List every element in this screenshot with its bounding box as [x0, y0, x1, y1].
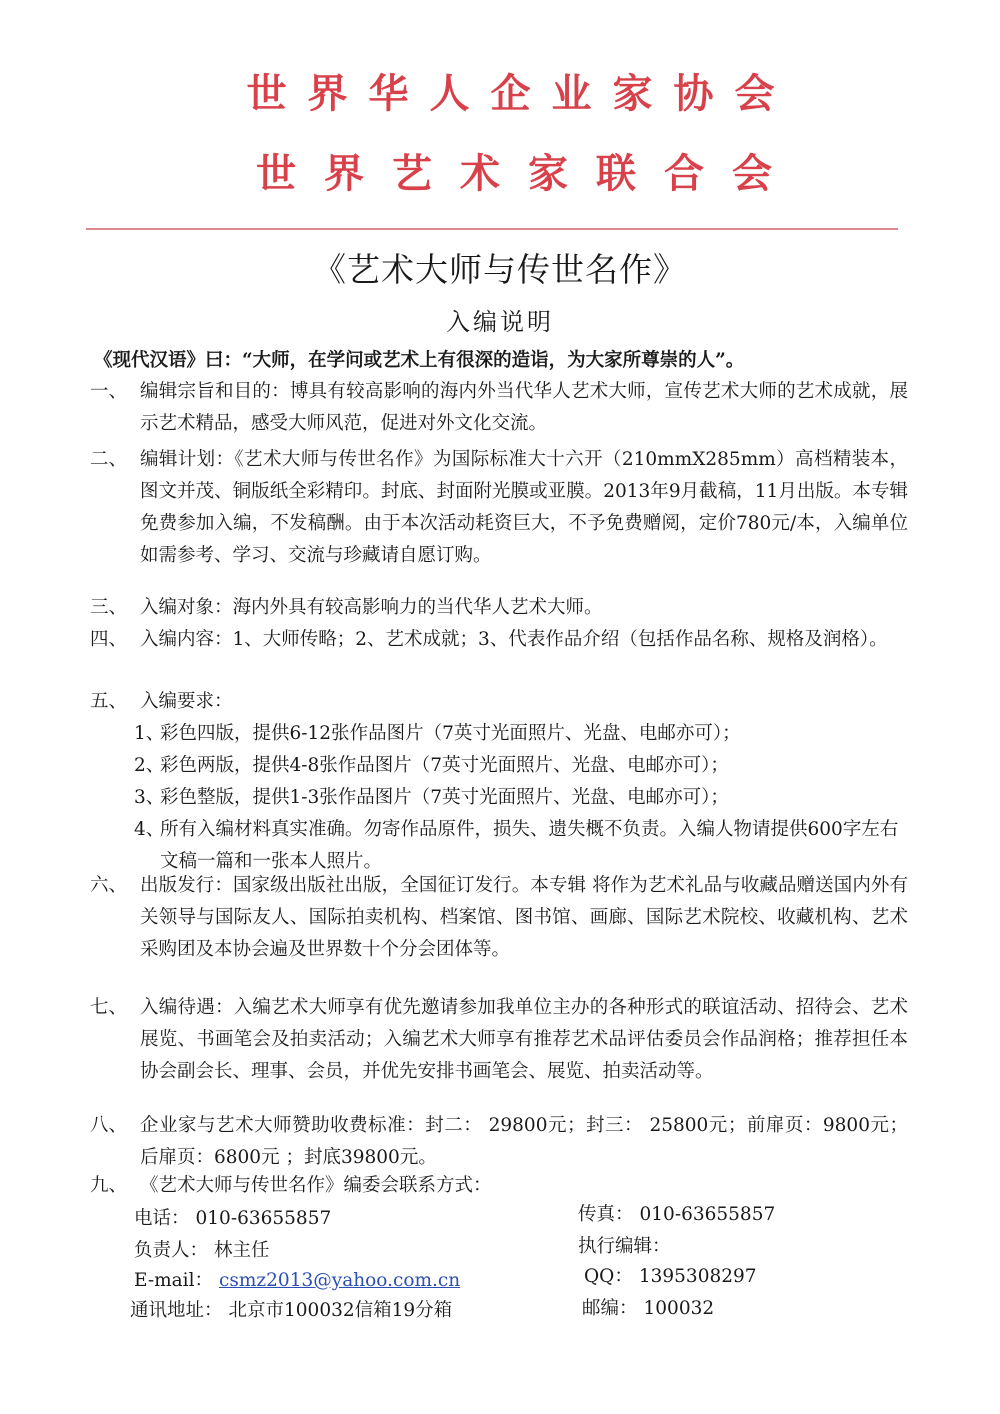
item-text: 《艺术大师与传世名作》编委会联系方式： — [140, 1175, 492, 1196]
email-label: E-mail： — [134, 1270, 214, 1291]
item-text: 入编待遇：入编艺术大师享有优先邀请参加我单位主办的各种形式的联谊活动、招待会、艺术展览、书画笔会及拍卖活动；入编艺术大师享有推荐艺术品评估委员会作品润格；推荐担任本协会副会长、理事、会员，并优先安排书画笔会、展览、拍卖活动等。 — [140, 997, 908, 1082]
header-org-1: 世界华人企业家协会 — [246, 70, 796, 117]
item-number: 二、 — [90, 449, 128, 470]
section-item-9 — [90, 1170, 908, 1202]
address-label: 通讯地址： — [130, 1300, 223, 1321]
section-item-6 — [90, 870, 908, 966]
document-subtitle: 入编说明 — [446, 308, 554, 336]
section-item-5 — [90, 686, 908, 718]
section-item-7 — [90, 992, 908, 1088]
qq-value: 1395308297 — [638, 1266, 757, 1287]
contact-email — [134, 1266, 460, 1292]
contact-qq — [584, 1262, 757, 1288]
item-number: 四、 — [90, 629, 128, 650]
fax-value: 010-63655857 — [639, 1204, 776, 1225]
person-label: 负责人： — [134, 1240, 209, 1261]
requirement-item-1 — [134, 718, 906, 750]
section-item-1 — [90, 376, 908, 440]
requirement-number: 4、 — [134, 819, 165, 840]
item-number: 九、 — [90, 1175, 128, 1196]
item-text: 编辑计划：《艺术大师与传世名作》为国际标准大十六开（210mmX285mm）高档精装本，图文并茂、铜版纸全彩精印。封底、封面附光膜或亚膜。2013年9月截稿，11月出版。本专辑免费参加入编，不发稿酬。由于本次活动耗资巨大，不予免费赠阅，定价780元/本，入编单位如需参考、学习、交流与珍藏请自愿订购。 — [140, 449, 908, 566]
item-text: 入编内容：1、大师传略；2、艺术成就；3、代表作品介绍（包括作品名称、规格及润格）。 — [140, 629, 888, 650]
requirement-item-3 — [134, 782, 906, 814]
section-item-4 — [90, 624, 908, 656]
requirement-text: 彩色整版，提供1-3张作品图片（7英寸光面照片、光盘、电邮亦可）； — [160, 787, 729, 808]
contact-fax — [578, 1200, 775, 1226]
requirement-number: 3、 — [134, 787, 165, 808]
phone-value: 010-63655857 — [195, 1208, 332, 1229]
section-item-2 — [90, 444, 908, 572]
requirement-text: 彩色四版，提供6-12张作品图片（7英寸光面照片、光盘、电邮亦可）； — [160, 723, 741, 744]
item-text: 编辑宗旨和目的：博具有较高影响的海内外当代华人艺术大师，宣传艺术大师的艺术成就，展示艺术精品，感受大师风范，促进对外文化交流。 — [140, 381, 908, 434]
person-value: 林主任 — [214, 1240, 270, 1261]
contact-person — [134, 1236, 270, 1262]
requirement-text: 彩色两版，提供4-8张作品图片（7英寸光面照片、光盘、电邮亦可）； — [160, 755, 729, 776]
item-number: 六、 — [90, 875, 128, 896]
qq-label: QQ： — [584, 1266, 633, 1287]
contact-phone — [134, 1204, 331, 1230]
phone-label: 电话： — [134, 1208, 190, 1229]
requirement-number: 1、 — [134, 723, 165, 744]
item-text: 入编对象：海内外具有较高影响力的当代华人艺术大师。 — [140, 597, 603, 618]
contact-editor — [578, 1232, 677, 1258]
definition-quote: 《现代汉语》曰：“大师，在学问或艺术上有很深的造诣，为大家所尊崇的人”。 — [94, 350, 745, 371]
requirement-item-4 — [134, 814, 906, 878]
item-number: 八、 — [90, 1115, 128, 1136]
requirement-number: 2、 — [134, 755, 165, 776]
item-text: 企业家与艺术大师赞助收费标准：封二： 29800元；封三： 25800元；前扉页：9800元；后扉页：6800元 ；封底39800元。 — [140, 1115, 908, 1168]
address-value: 北京市100032信箱19分箱 — [228, 1300, 453, 1321]
item-text: 入编要求： — [140, 691, 233, 712]
item-number: 一、 — [90, 381, 128, 402]
requirement-item-2 — [134, 750, 906, 782]
postcode-label: 邮编： — [582, 1298, 638, 1319]
contact-address — [130, 1296, 452, 1322]
section-item-8 — [90, 1110, 908, 1174]
header-divider — [86, 228, 898, 230]
item-number: 七、 — [90, 997, 128, 1018]
postcode-value: 100032 — [643, 1298, 715, 1319]
requirement-text: 所有入编材料真实准确。勿寄作品原件，损失、遗失概不负责。入编人物请提供600字左右文稿一篇和一张本人照片。 — [160, 819, 899, 872]
item-text: 出版发行：国家级出版社出版，全国征订发行。本专辑 将作为艺术礼品与收藏品赠送国内外有关领导与国际友人、国际拍卖机构、档案馆、图书馆、画廊、国际艺术院校、收藏机构、艺术采购团及本协会遍及世界数十个分会团体等。 — [140, 875, 908, 960]
item-number: 三、 — [90, 597, 128, 618]
document-title: 《艺术大师与传世名作》 — [313, 250, 687, 289]
header-org-2: 世界艺术家联合会 — [256, 150, 800, 197]
section-item-3 — [90, 592, 908, 624]
item-number: 五、 — [90, 691, 128, 712]
email-link[interactable]: csmz2013@yahoo.com.cn — [219, 1270, 461, 1291]
contact-postcode — [582, 1294, 714, 1320]
editor-label: 执行编辑： — [578, 1236, 671, 1257]
fax-label: 传真： — [578, 1204, 634, 1225]
